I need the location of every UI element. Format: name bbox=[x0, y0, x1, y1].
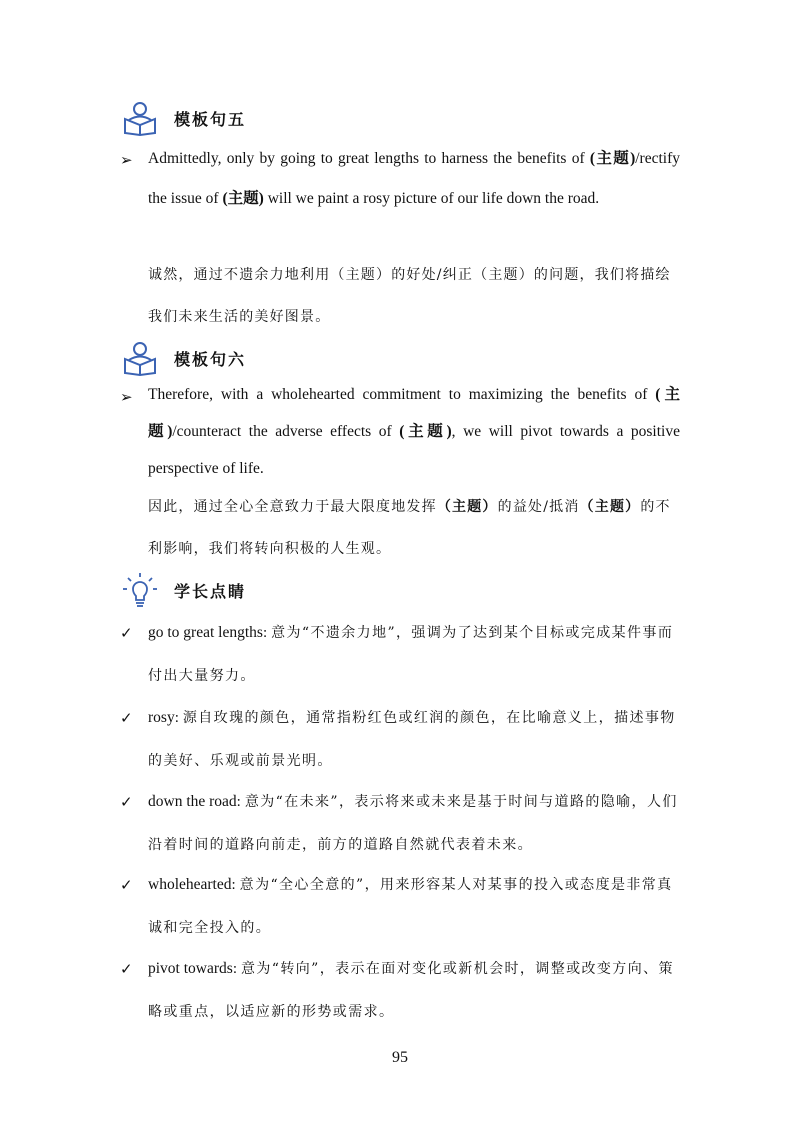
tips-title: 学长点睛 bbox=[174, 581, 247, 601]
section-heading-5 bbox=[120, 100, 246, 136]
tip-definition: 意为“不遗余力地”，强调为了达到某个目标或完成某件事而付出大量努力。 bbox=[148, 625, 674, 684]
section-heading-6 bbox=[120, 340, 246, 376]
reader-icon bbox=[120, 100, 160, 136]
tip-item: ✓ go to great lengths: 意为“不遗余力地”，强调为了达到某个目标或完成某件事而付出大量努力。 bbox=[120, 612, 680, 698]
lightbulb-icon bbox=[120, 572, 160, 608]
tip-definition: 源自玫瑰的颜色，通常指粉红色或红润的颜色，在比喻意义上，描述事物的美好、乐观或前景光明。 bbox=[148, 710, 676, 769]
arrow-bullet-icon: ➢ bbox=[120, 151, 133, 169]
tip-item: ✓ down the road: 意为“在未来”，表示将来或未来是基于时间与道路的隐喻，人们沿着时间的道路向前走，前方的道路自然就代表着未来。 bbox=[120, 781, 680, 867]
arrow-bullet-icon: ➢ bbox=[120, 388, 133, 406]
tip-term: wholehearted bbox=[148, 876, 232, 893]
tip-definition: 意为“转向”，表示在面对变化或新机会时，调整或改变方向、策略或重点，以适应新的形势或需求。 bbox=[148, 961, 674, 1020]
checkmark-icon: ✓ bbox=[120, 709, 133, 727]
tip-item: ✓ pivot towards: 意为“转向”，表示在面对变化或新机会时，调整或改变方向、策略或重点，以适应新的形势或需求。 bbox=[120, 948, 680, 1034]
template-sentence-5 bbox=[120, 139, 680, 219]
tip-definition: 意为“在未来”，表示将来或未来是基于时间与道路的隐喻，人们沿着时间的道路向前走，前方的道路自然就代表着未来。 bbox=[148, 794, 678, 853]
checkmark-icon: ✓ bbox=[120, 624, 133, 642]
tip-term: go to great lengths bbox=[148, 624, 263, 641]
reader-icon bbox=[120, 340, 160, 376]
tip-item: ✓ wholehearted: 意为“全心全意的”，用来形容某人对某事的投入或态度是非常真诚和完全投入的。 bbox=[120, 864, 680, 950]
chinese-translation: 因此，通过全心全意致力于最大限度地发挥（主题）的益处/抵消（主题）的不利影响，我们将转向积极的人生观。 bbox=[148, 499, 671, 557]
checkmark-icon: ✓ bbox=[120, 876, 133, 894]
page-number: 95 bbox=[392, 1049, 408, 1066]
english-sentence: Admittedly, only by going to great lengths to harness the benefits of (主题)/rectify the issue of (主题) will we paint a rosy picture of our life down the road. bbox=[148, 150, 680, 207]
checkmark-icon: ✓ bbox=[120, 960, 133, 978]
tip-term: down the road bbox=[148, 793, 237, 810]
tip-item: ✓ rosy: 源自玫瑰的颜色，通常指粉红色或红润的颜色，在比喻意义上，描述事物的美好、乐观或前景光明。 bbox=[120, 697, 680, 783]
tips-heading bbox=[120, 572, 246, 608]
section-title: 模板句五 bbox=[174, 109, 247, 129]
section-title: 模板句六 bbox=[174, 349, 247, 369]
english-sentence: Therefore, with a wholehearted commitment to maximizing the benefits of (主题)/counteract the adverse effects of (主题), we will pivot towards a positive perspective of life. bbox=[148, 386, 680, 477]
tip-term: pivot towards bbox=[148, 960, 233, 977]
tip-definition: 意为“全心全意的”，用来形容某人对某事的投入或态度是非常真诚和完全投入的。 bbox=[148, 877, 673, 936]
chinese-translation: 诚然，通过不遗余力地利用（主题）的好处/纠正（主题）的问题，我们将描绘我们未来生活的美好图景。 bbox=[148, 267, 671, 325]
template-sentence-6 bbox=[120, 376, 680, 487]
checkmark-icon: ✓ bbox=[120, 793, 133, 811]
tip-term: rosy bbox=[148, 709, 175, 726]
